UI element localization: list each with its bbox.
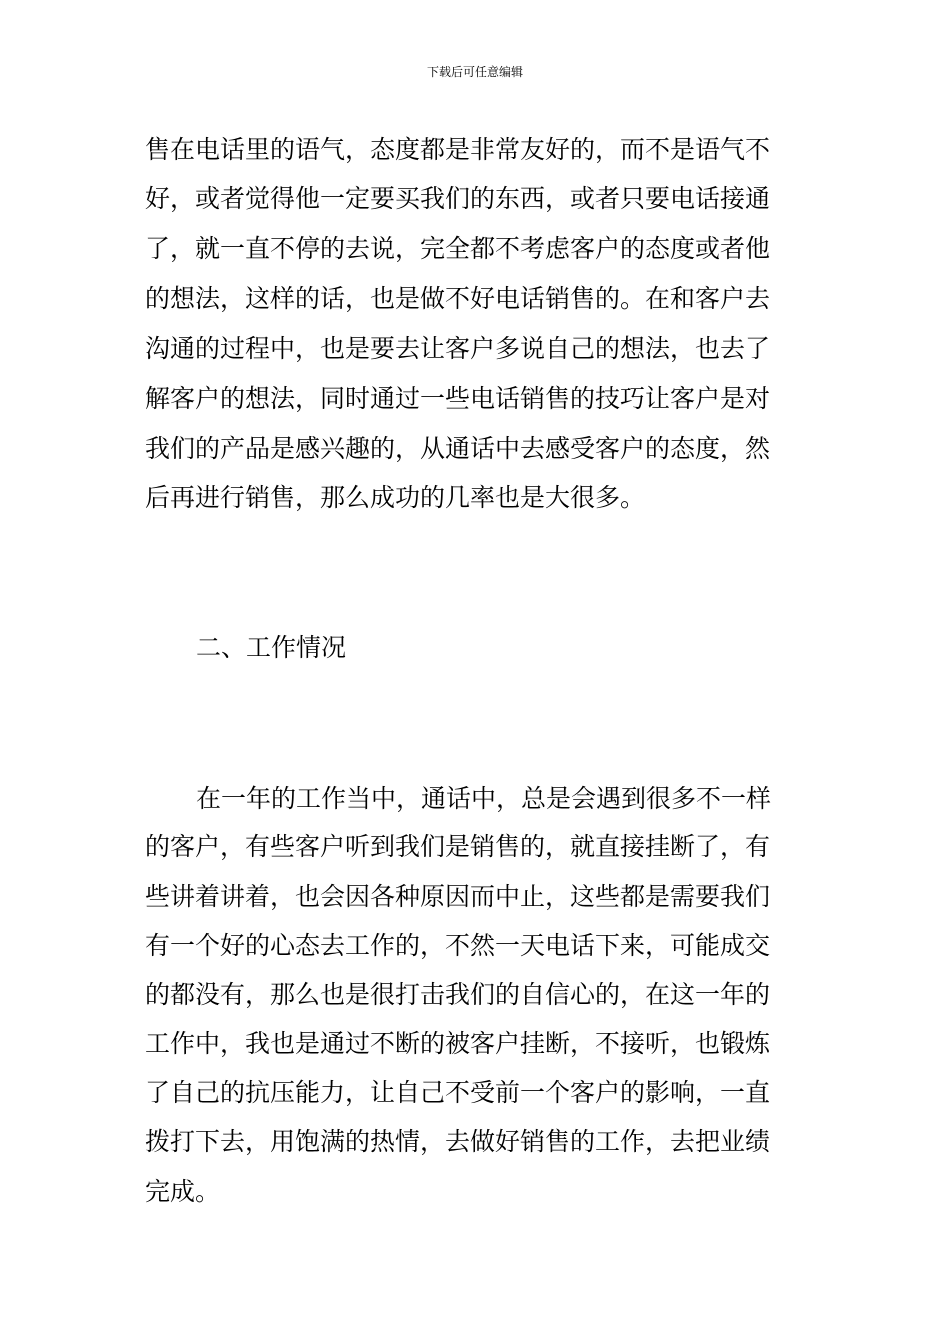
paragraph-line: 些讲着讲着，也会因各种原因而中止，这些都是需要我们 xyxy=(145,882,771,911)
paragraph-line: 我们的产品是感兴趣的，从通话中去感受客户的态度，然 xyxy=(145,434,771,463)
paragraph-line: 的想法，这样的话，也是做不好电话销售的。在和客户去 xyxy=(145,284,771,313)
paragraph-line: 有一个好的心态去工作的，不然一天电话下来，可能成交 xyxy=(145,931,771,960)
paragraph-line: 了自己的抗压能力，让自己不受前一个客户的影响，一直 xyxy=(145,1078,771,1107)
section-heading: 二、工作情况 xyxy=(196,633,347,662)
paragraph-line: 的客户，有些客户听到我们是销售的，就直接挂断了，有 xyxy=(145,832,771,861)
paragraph-line: 沟通的过程中，也是要去让客户多说自己的想法，也去了 xyxy=(145,334,771,363)
paragraph-line: 完成。 xyxy=(145,1177,221,1206)
paragraph-line: 的都没有，那么也是很打击我们的自信心的，在这一年的 xyxy=(145,980,771,1009)
paragraph-line: 工作中，我也是通过不断的被客户挂断，不接听，也锻炼 xyxy=(145,1029,771,1058)
paragraph-line: 拨打下去，用饱满的热情，去做好销售的工作，去把业绩 xyxy=(145,1127,771,1156)
paragraph-line: 售在电话里的语气，态度都是非常友好的，而不是语气不 xyxy=(145,135,771,164)
paragraph-line: 后再进行销售，那么成功的几率也是大很多。 xyxy=(145,483,646,512)
paragraph-line: 好，或者觉得他一定要买我们的东西，或者只要电话接通 xyxy=(145,184,771,213)
paragraph-line: 解客户的想法，同时通过一些电话销售的技巧让客户是对 xyxy=(145,384,771,413)
page-header: 下载后可任意编辑 xyxy=(426,65,523,79)
paragraph-line: 了，就一直不停的去说，完全都不考虑客户的态度或者他 xyxy=(145,234,771,263)
paragraph-line: 在一年的工作当中，通话中，总是会遇到很多不一样 xyxy=(196,784,772,813)
